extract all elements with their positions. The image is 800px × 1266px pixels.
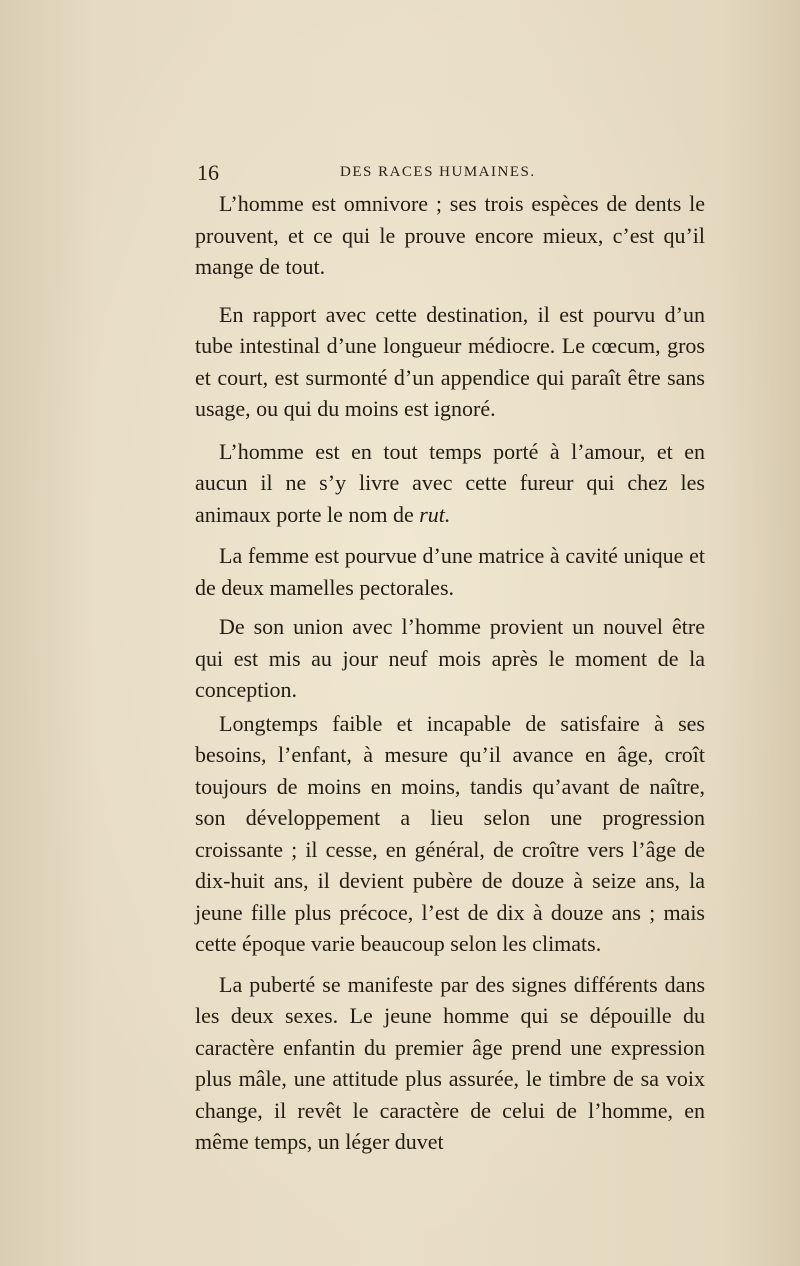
paragraph-woman: La femme est pourvue d’une matrice à cavité unique et de deux mamelles pectorales.	[195, 543, 705, 600]
page-header	[197, 160, 717, 184]
paragraph-puberty: La puberté se manifeste par des signes différents dans les deux sexes. Le jeune homme qui se dépouille du caractère enfantin du premier âge prend une expression plus mâle, une attitude plus assurée, le timbre de sa voix change, il revêt le caractère de celui de l’homme, en même temps, un léger duvet	[195, 971, 705, 1154]
italic-term: rut.	[419, 501, 451, 527]
running-head: DES RACES HUMAINES.	[340, 164, 536, 180]
page-number: 16	[197, 160, 219, 185]
paragraph-love	[195, 436, 705, 531]
body-text	[195, 188, 705, 1158]
paragraph-omnivore: L’homme est omnivore ; ses trois espèces de dents le prouvent, et ce qui le prouve encore mieux, c’est qu’il mange de tout.	[195, 191, 705, 279]
paragraph-intestine: En rapport avec cette destination, il est pourvu d’un tube intestinal d’une longueur médiocre. Le cœcum, gros et court, est surmonté d’un appendice qui paraît être sans usage, ou qui du moins est ignoré.	[195, 301, 705, 421]
paragraph-union: De son union avec l’homme provient un nouvel être qui est mis au jour neuf mois après le moment de la conception.	[195, 614, 705, 702]
paragraph-love-text: L’homme est en tout temps porté à l’amour, et en aucun il ne s’y livre avec cette fureur qui chez les animaux porte le nom de	[195, 438, 705, 527]
paragraph-growth: Longtemps faible et incapable de satisfaire à ses besoins, l’enfant, à mesure qu’il avance en âge, croît toujours de moins en moins, tandis qu’avant de naître, son développement a lieu selon une progression croissante ; il cesse, en général, de croître vers l’âge de dix-huit ans, il devient pubère de douze à seize ans, la jeune fille plus précoce, l’est de dix à douze ans ; mais cette époque varie beaucoup selon les climats.	[195, 710, 705, 956]
